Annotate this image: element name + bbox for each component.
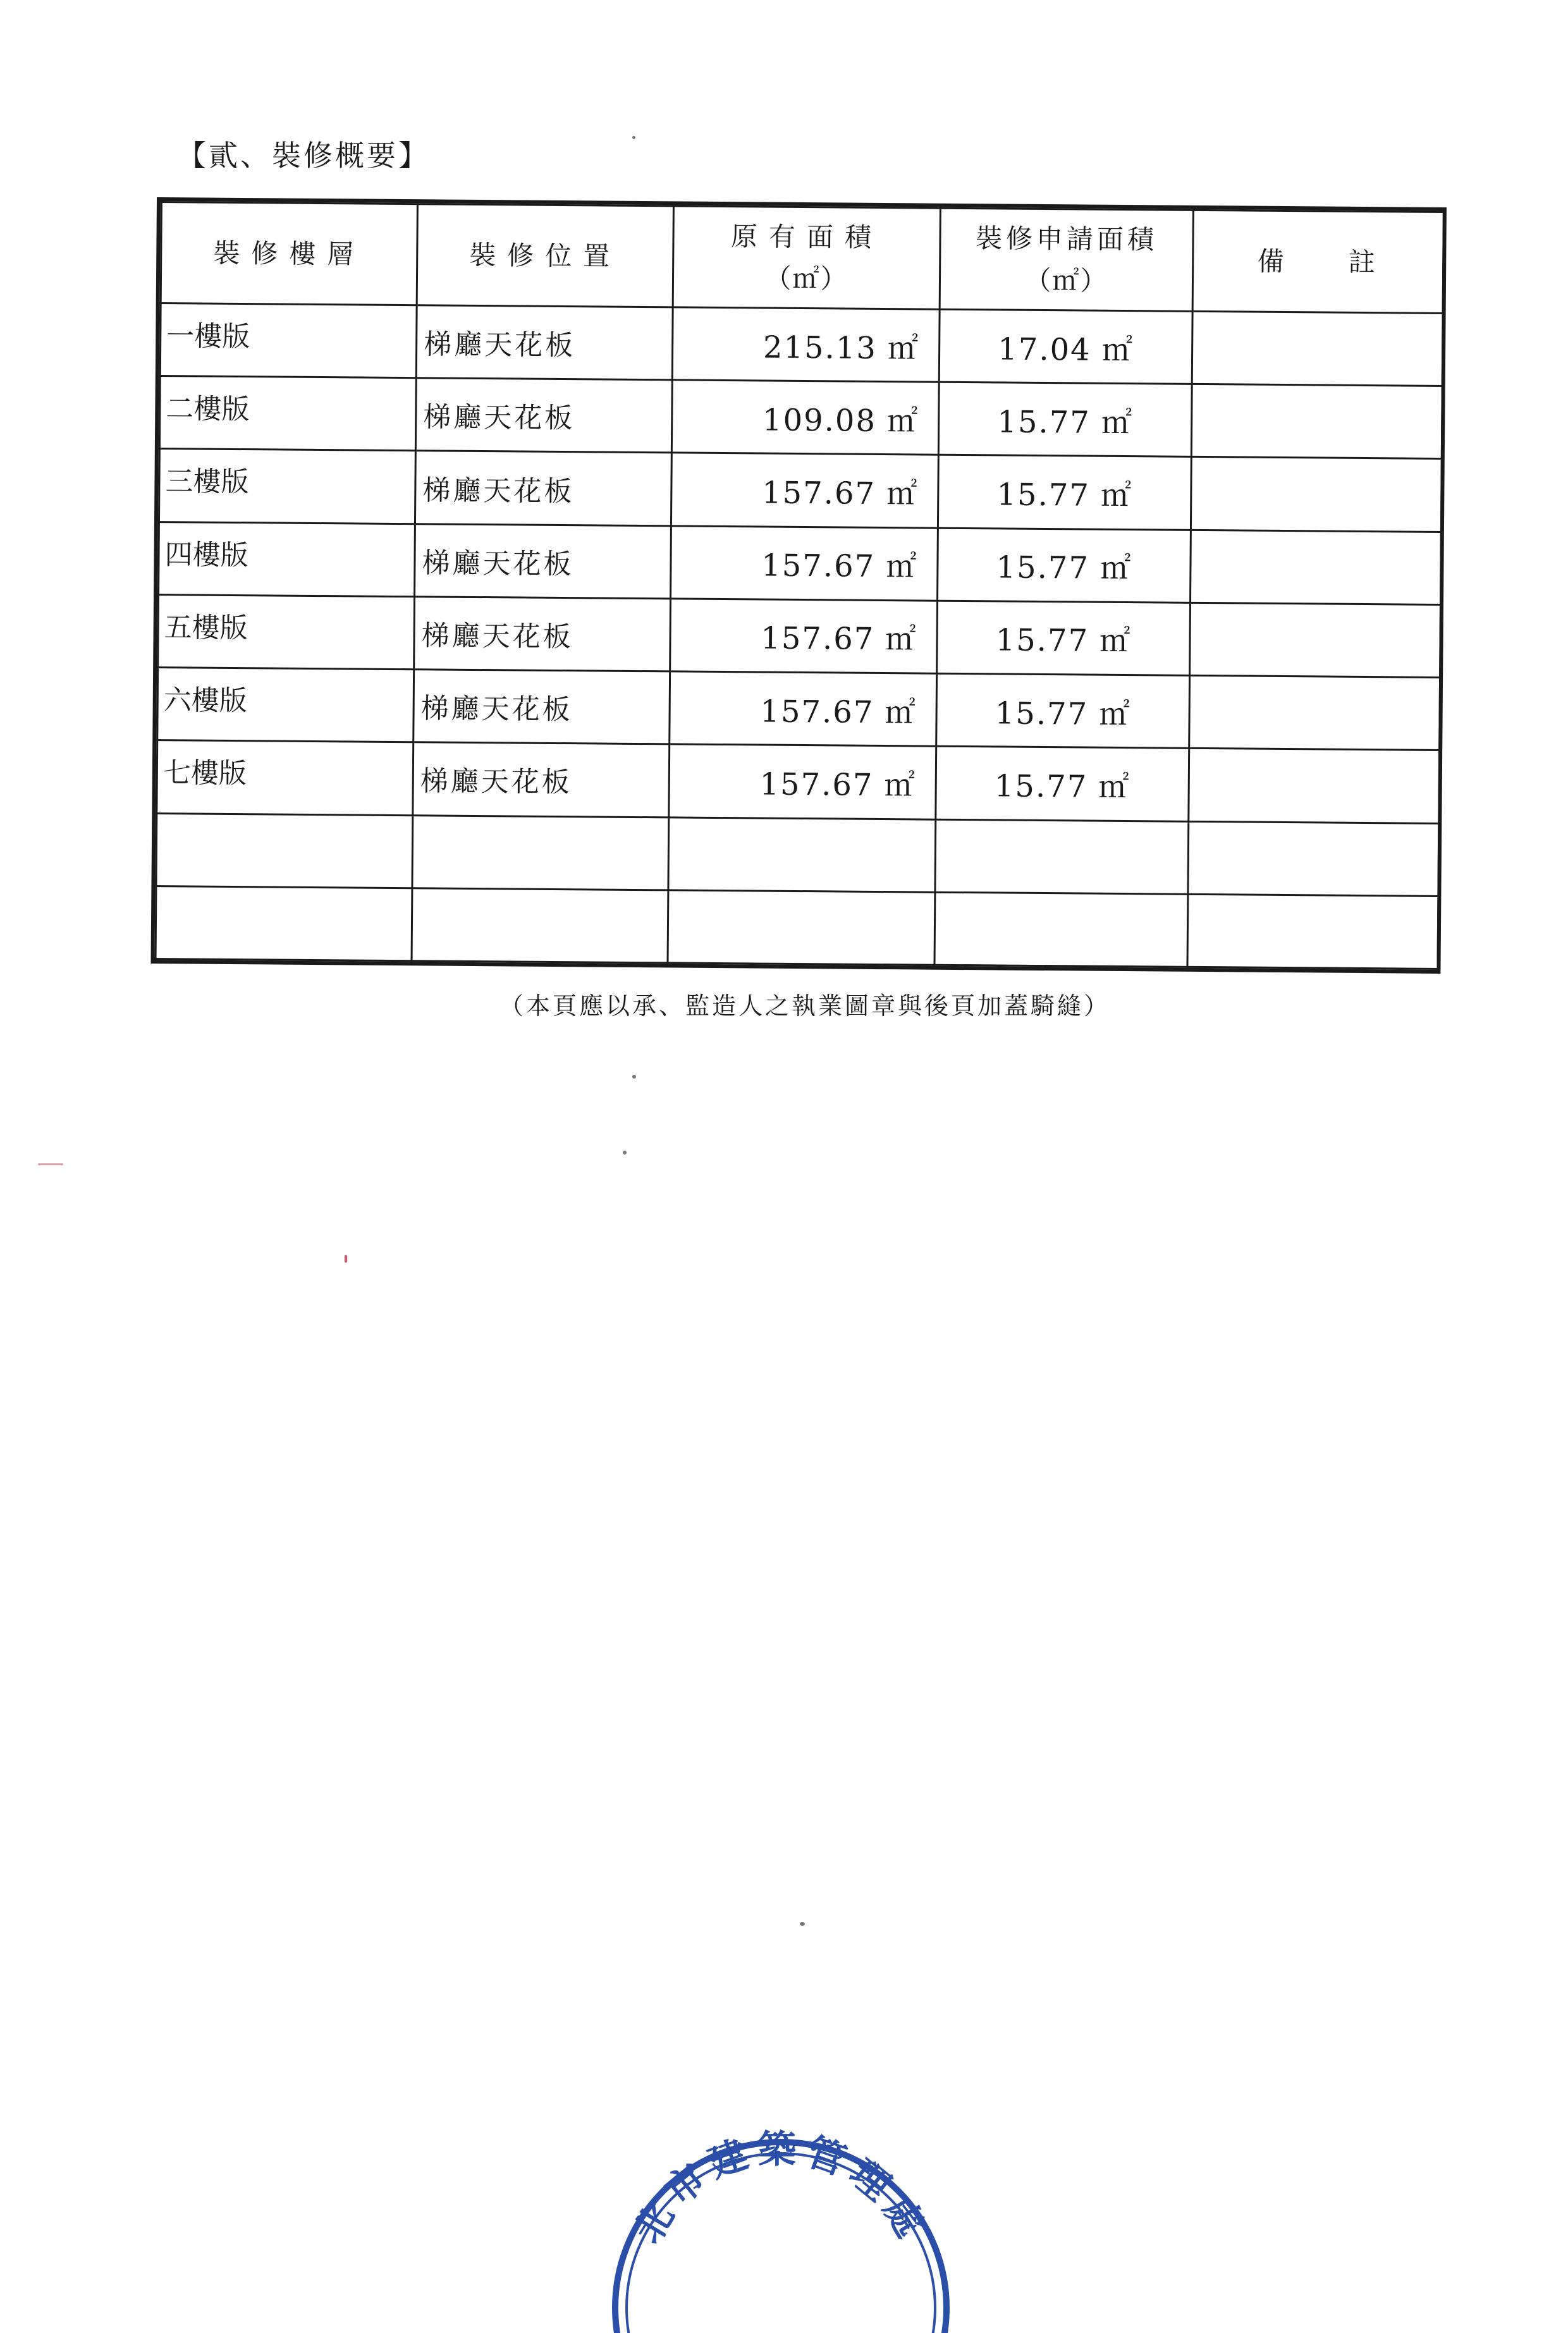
- header-applied-area: [940, 208, 1193, 311]
- header-floor: 裝修樓層: [161, 202, 417, 305]
- cell-original-area: 157.67 ㎡: [671, 453, 938, 528]
- cell-location: 梯廳天花板: [415, 451, 671, 525]
- cell-location: 梯廳天花板: [415, 524, 671, 598]
- table-row: [159, 522, 1442, 604]
- cell-floor: 一樓版: [160, 303, 417, 378]
- footnote: （本頁應以承、監造人之執業圖章與後頁加蓋騎縫）: [499, 992, 1111, 1020]
- cell-applied-area: 15.77 ㎡: [938, 382, 1192, 456]
- cell-floor: [156, 886, 412, 960]
- cell-location: 梯廳天花板: [413, 742, 670, 817]
- scan-speck: [632, 136, 635, 139]
- cell-floor: 四樓版: [159, 522, 415, 596]
- cell-floor: 七樓版: [157, 740, 413, 815]
- section-title: 【貳、裝修概要】: [177, 138, 430, 173]
- scan-speck: [345, 1255, 347, 1263]
- cell-applied-area: [935, 819, 1189, 894]
- cell-applied-area: 15.77 ㎡: [936, 673, 1190, 748]
- cell-original-area: 157.67 ㎡: [670, 671, 937, 747]
- header-applied-area-unit: （㎡）: [1024, 264, 1108, 297]
- cell-remarks: [1191, 384, 1442, 459]
- cell-remarks: [1189, 675, 1440, 750]
- header-original-area-unit: （㎡）: [764, 262, 848, 295]
- cell-applied-area: 15.77 ㎡: [938, 528, 1191, 603]
- cell-remarks: [1187, 894, 1438, 969]
- cell-original-area: 157.67 ㎡: [670, 599, 938, 674]
- cell-applied-area: 15.77 ㎡: [937, 601, 1191, 675]
- cell-location: 梯廳天花板: [416, 305, 673, 380]
- table-row: [157, 740, 1440, 823]
- scan-speck: [632, 1075, 636, 1079]
- seal-text: 北市建築管理處: [625, 2128, 936, 2251]
- scan-speck: [38, 1163, 63, 1165]
- header-original-area-label: 原有面積: [730, 221, 883, 254]
- scan-speck: [623, 1151, 627, 1154]
- cell-applied-area: 15.77 ㎡: [938, 455, 1191, 530]
- cell-applied-area: 15.77 ㎡: [936, 747, 1189, 821]
- cell-remarks: [1191, 457, 1442, 532]
- cell-original-area: 157.67 ㎡: [671, 526, 938, 601]
- cell-floor: 三樓版: [159, 449, 415, 524]
- cell-original-area: 157.67 ㎡: [669, 744, 936, 819]
- header-applied-area-label: 裝修申請面積: [975, 223, 1158, 255]
- cell-floor: 六樓版: [157, 668, 414, 742]
- cell-floor: 二樓版: [159, 376, 416, 451]
- cell-location: [412, 815, 669, 890]
- cell-original-area: [668, 890, 935, 965]
- cell-remarks: [1191, 530, 1442, 604]
- table-header-row: [161, 202, 1443, 314]
- cell-original-area: [668, 817, 936, 892]
- table-row-empty: [156, 813, 1439, 896]
- header-original-area: [673, 206, 940, 309]
- cell-location: 梯廳天花板: [413, 670, 670, 744]
- scan-speck: [800, 1922, 805, 1926]
- cell-remarks: [1188, 821, 1439, 896]
- table-row: [159, 449, 1442, 532]
- cell-remarks: [1192, 311, 1443, 386]
- cell-applied-area: [934, 892, 1188, 967]
- renovation-summary-table: [155, 201, 1445, 970]
- renovation-summary-table-frame: [150, 197, 1446, 974]
- official-seal: [604, 2105, 958, 2333]
- cell-floor: 五樓版: [158, 594, 415, 669]
- header-location: 裝修位置: [417, 204, 673, 307]
- table-row-empty: [156, 886, 1438, 969]
- cell-applied-area: 17.04 ㎡: [939, 309, 1192, 384]
- cell-floor: [156, 813, 413, 888]
- cell-remarks: [1190, 603, 1441, 677]
- cell-location: [412, 888, 668, 962]
- cell-location: 梯廳天花板: [415, 378, 672, 453]
- table-row: [157, 668, 1440, 750]
- header-remarks: 備 註: [1192, 210, 1443, 313]
- table-row: [159, 376, 1442, 459]
- cell-original-area: 109.08 ㎡: [671, 380, 939, 455]
- table-row: [160, 303, 1443, 386]
- cell-location: 梯廳天花板: [414, 597, 671, 671]
- cell-original-area: 215.13 ㎡: [672, 307, 940, 383]
- cell-remarks: [1189, 749, 1440, 823]
- table-row: [158, 594, 1441, 677]
